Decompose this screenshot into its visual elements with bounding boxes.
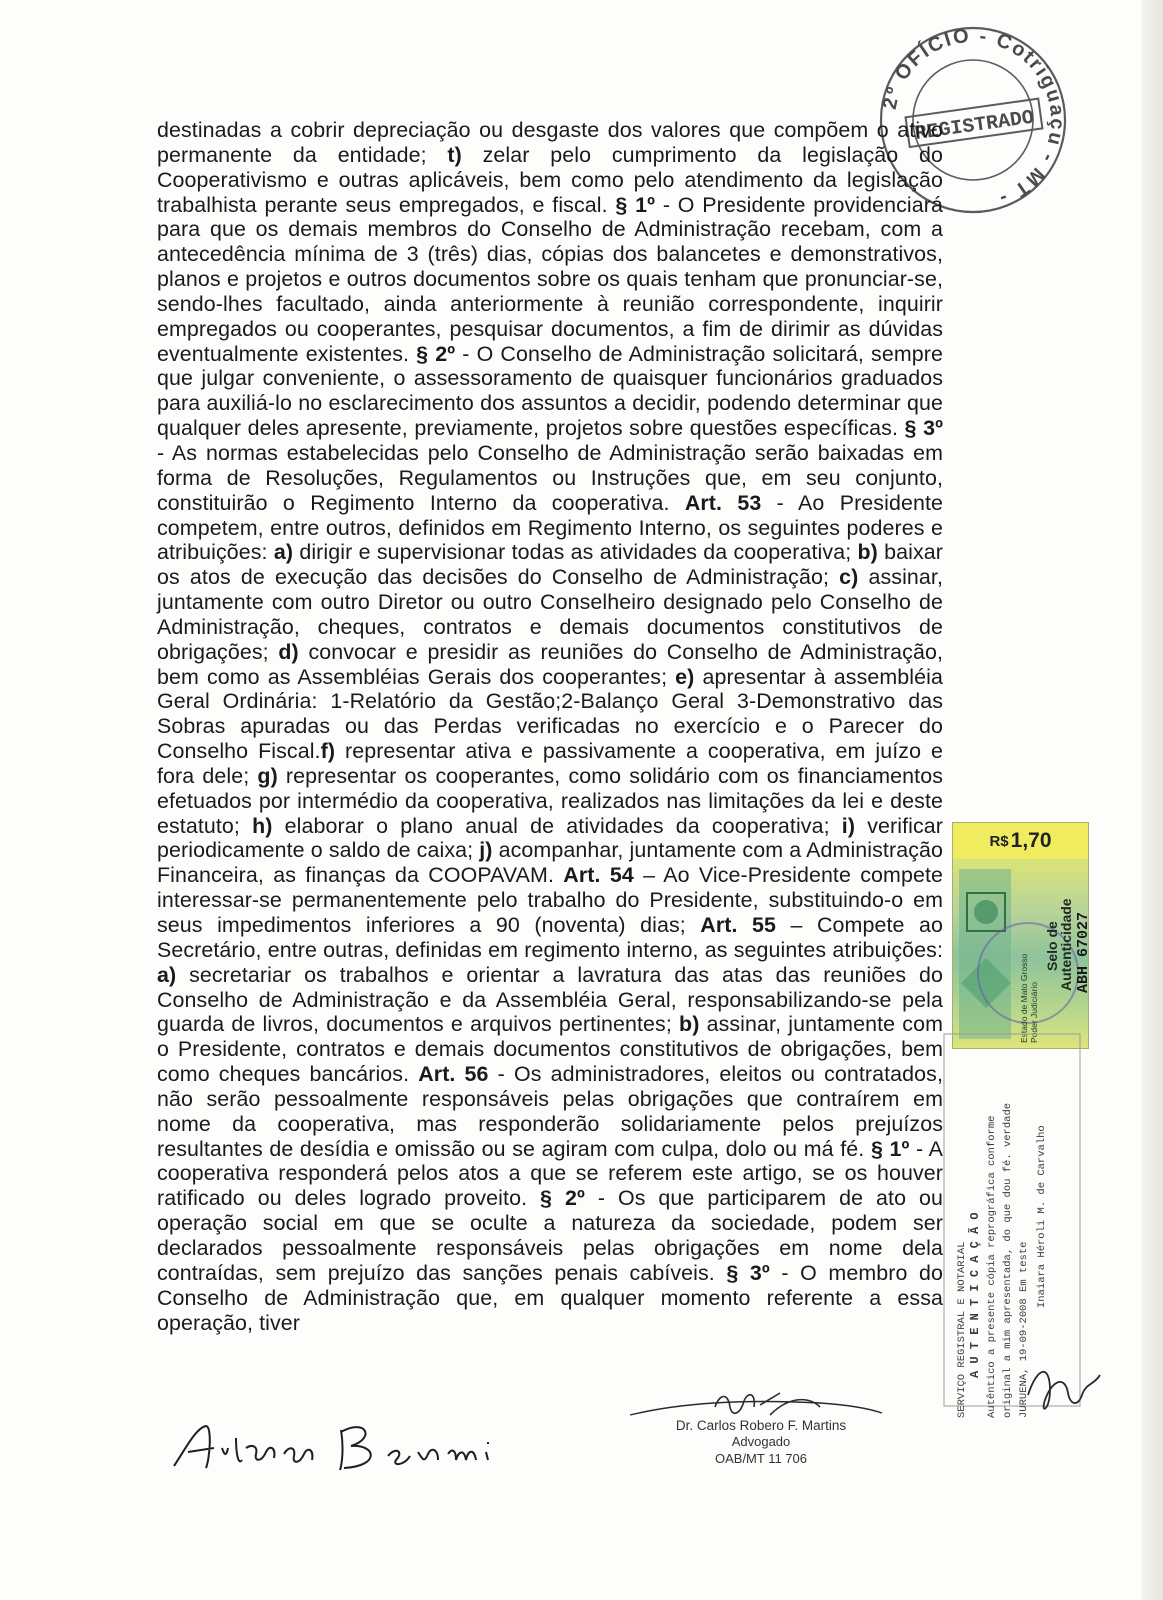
clause-text: - O Presidente providenciará para que os demais membros do Conselho de Administração recebam, com a antecedência mínima de 3 (três) dias, cópias dos balancetes e demonstrativos, planos e projetos e outros documentos sobre os quais tenham que pronunciar-se, sendo-lhes facultado, ainda anteriormente à reunião correspondente, inquirir empregados ou cooperantes, pesquisar documentos, a fim de dirimir as dúvidas eventualmente existentes.: [157, 192, 943, 366]
clause-text: assinar, juntamente com outro Diretor ou outro Conselheiro designado pelo Conselho de Administração, cheques, contratos e demais documentos constitutivos de obrigações;: [157, 565, 944, 664]
clause-text: zelar pelo cumprimento da legislação do Cooperativismo e outras aplicáveis, bem como pelo atendimento da legislação trabalhista perante seus empregados, e fiscal.: [157, 142, 944, 217]
clause-text: acompanhar, juntamente com a Administração Financeira, as finanças da COOPAVAM.: [157, 838, 943, 888]
lawyer-name: Dr. Carlos Robero F. Martins: [675, 1418, 847, 1433]
clause-marker: c): [839, 565, 859, 590]
stamp-center-text: REGISTRADO: [913, 106, 1036, 147]
clause-text: - Os administradores, eleitos ou contratados, não serão pessoalmente responsáveis pelas obrigações que contraírem em nome da cooperativa, mas responderão solidariamente pelos prejuízos resultantes de desídia e omissão ou se agiram com culpa, dolo ou má fé.: [157, 1062, 943, 1161]
clause-marker: § 1º: [870, 1136, 910, 1161]
clause-text: baixar os atos de execução das decisões do Conselho de Administração;: [157, 540, 943, 590]
seal-price: [953, 823, 1088, 859]
clause-marker: Art. 54: [563, 863, 634, 888]
clause-text: destinadas a cobrir depreciação ou desgaste dos valores que compõem o ativo permanente da entidade;: [157, 118, 943, 167]
clause-marker: § 2º: [540, 1186, 585, 1211]
clause-marker: a): [157, 962, 177, 987]
seal-price-prefix: R$: [989, 832, 1009, 850]
clause-text: - Ao Presidente competem, entre outros, definidos em Regimento Interno, os seguintes poderes e atribuições:: [157, 490, 943, 565]
clause-marker: h): [252, 813, 273, 838]
clause-text: apresentar à assembléia Geral Ordinária: 1-Relatório da Gestão;2-Balanço Geral 3-Demonstrativo das Sobras apuradas ou das Perdas verificadas no exercício e o Parecer do Conselho Fiscal.: [157, 664, 943, 764]
clause-text: convocar e presidir as reuniões do Conselho de Administração, bem como as Assembléias Gerais dos cooperantes;: [157, 639, 944, 689]
scan-edge: [1141, 0, 1163, 1600]
clause-text: – Ao Vice-Presidente compete interessar-se permanentemente pelo trabalho do Presidente, substituindo-o em seus impedimentos inferiores a 90 (noventa) dias;: [157, 863, 944, 937]
clause-text: – Compete ao Secretário, entre outras, definidas em regimento interno, as seguintes atribuições:: [157, 913, 943, 962]
clause-marker: Art. 53: [684, 490, 762, 515]
lawyer-registration: OAB/MT 11 706: [714, 1451, 807, 1466]
clause-marker: g): [257, 763, 278, 788]
clause-marker: e): [675, 664, 695, 689]
notary-signature: [1020, 1355, 1110, 1425]
auth-line-4: original a mim apresentada, do que dou fé. verdade: [1002, 1102, 1014, 1418]
clause-text: dirigir e supervisionar todas as atividades da cooperativa;: [293, 540, 858, 565]
document-body: [157, 118, 943, 1335]
clause-marker: Art. 56: [418, 1062, 489, 1087]
stamp-ring-text: 2º OFÍCIO - Cotriguaçu - MT -: [878, 24, 1069, 211]
clause-marker: b): [857, 540, 878, 565]
lawyer-identification: [646, 1418, 876, 1466]
clause-text: - O membro do Conselho de Administração que, em qualquer momento referente a essa operação, tiver: [157, 1260, 943, 1335]
clause-marker: a): [273, 540, 294, 565]
clause-marker: § 3º: [726, 1260, 770, 1285]
clause-text: verificar periodicamente o saldo de caixa;: [157, 813, 943, 863]
lawyer-title: Advogado: [731, 1434, 791, 1449]
seal-price-value: 1,70: [1010, 829, 1052, 852]
clause-text: - As normas estabelecidas pelo Conselho de Administração serão baixadas em forma de Resoluções, Regulamentos ou Instruções que, em seu conjunto, constituirão o Regimento Interno da cooperativa.: [157, 440, 943, 515]
clause-text: representar os cooperantes, como solidário com os financiamentos efetuados por intermédio da cooperativa, realizados nas limitações da lei e deste estatuto;: [157, 763, 944, 838]
clause-marker: t): [447, 142, 462, 167]
statute-paragraph: [157, 118, 943, 1335]
authenticity-seal: [952, 822, 1092, 1049]
seal-body: [953, 863, 1092, 1048]
clause-marker: b): [679, 1012, 700, 1037]
clause-marker: Art. 55: [700, 913, 777, 937]
seal-label-1: Selo de: [1044, 921, 1060, 971]
clause-marker: § 1º: [615, 192, 656, 217]
clause-text: assinar, juntamente com o Presidente, contratos e demais documentos constitutivos de obrigações, bem como cheques bancários.: [157, 1012, 943, 1087]
clause-text: representar ativa e passivamente a cooperativa, em juízo e fora dele;: [157, 739, 943, 788]
auth-line-3: Autêntico a presente cópia reprográfica conforme: [986, 1115, 998, 1418]
seal-label-2: Autenticidade: [1058, 898, 1074, 991]
seal-serial: ABH 67027: [1075, 911, 1092, 993]
clause-text: elaborar o plano anual de atividades da cooperativa;: [272, 813, 842, 838]
clause-marker: f): [320, 739, 336, 764]
clause-text: - A cooperativa responderá pelos atos a que se referem este artigo, se os houver ratificado ou deles logrado proveito.: [157, 1136, 944, 1211]
seal-issuer-sub: Poder Judiciário: [1029, 982, 1039, 1043]
auth-line-5: JURUENA, 19-09-2008 Em teste: [1018, 1241, 1030, 1418]
clause-marker: § 3º: [904, 416, 943, 441]
seal-issuer: Estado de Mato Grosso: [1019, 953, 1029, 1043]
clause-text: secretariar os trabalhos e orientar a lavratura das atas das reuniões do Conselho de Administração e da Assembléia Geral, responsabilizando-se pela guarda de livros, documentos e arquivos pertinentes;: [157, 962, 943, 1037]
clause-marker: d): [278, 639, 299, 664]
clause-text: - O Conselho de Administração solicitará, sempre que julgar conveniente, o assessoramento de quaisquer funcionários graduados para auxiliá-lo no esclarecimento dos assuntos a decidir, podendo determinar que qualquer deles apresente, previamente, projetos sobre questões específicas.: [157, 341, 943, 441]
clause-marker: i): [841, 813, 856, 838]
auth-line-1: SERVIÇO REGISTRAL E NOTARIAL: [956, 1241, 968, 1418]
clause-text: - Os que participarem de ato ou operação social em que se oculte a natureza da sociedade, podem ser declarados pessoalmente responsáveis pelas obrigações em nome dela contraídas, sem prejuízo das sanções penais cabíveis.: [157, 1186, 944, 1285]
clause-marker: § 2º: [416, 341, 456, 366]
auth-line-2: A U T E N T I C A Ç Ã O: [968, 1212, 982, 1378]
auth-line-6: Inaiara Héroli M. de Carvalho: [1036, 1125, 1048, 1308]
coat-of-arms-icon: [974, 900, 998, 924]
clause-marker: j): [479, 838, 493, 863]
member-signature: [166, 1408, 531, 1478]
